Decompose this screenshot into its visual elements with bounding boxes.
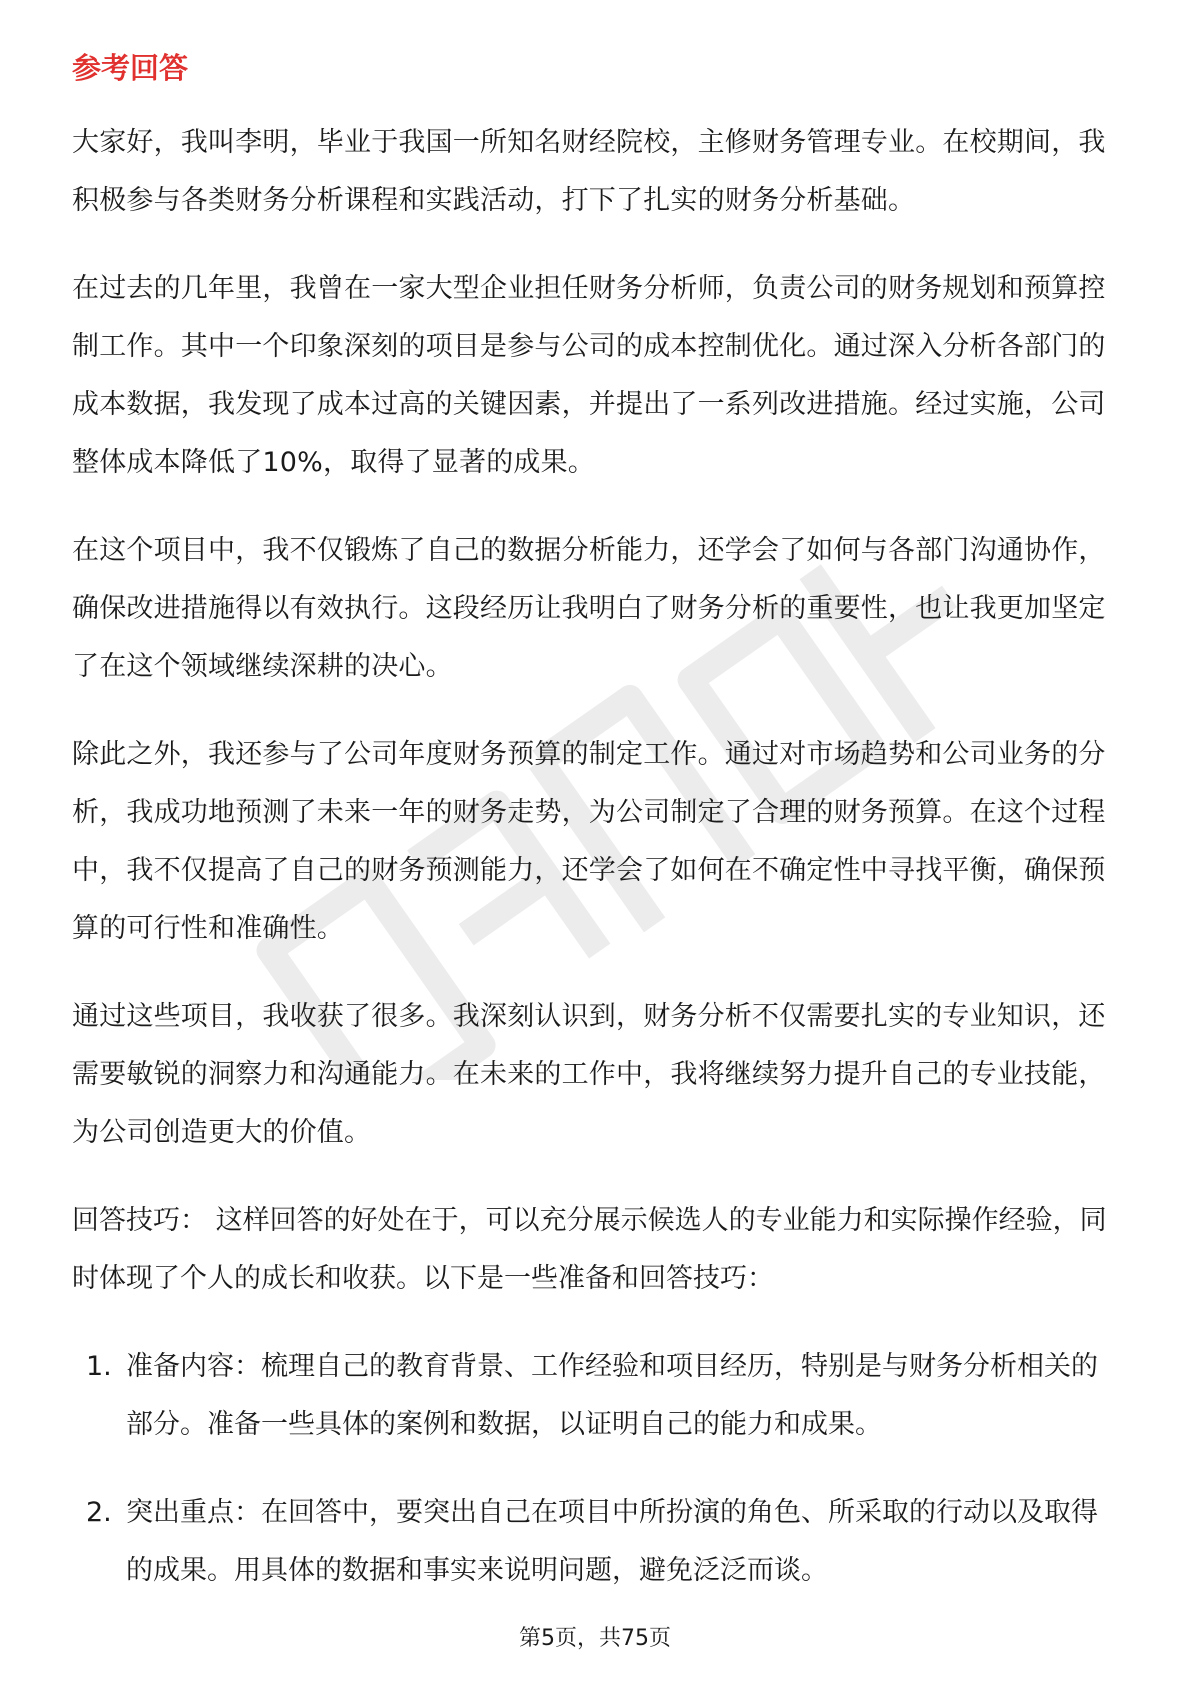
list-item-text: 准备内容：梳理自己的教育背景、工作经验和项目经历，特别是与财务分析相关的部分。准备一些具体的案例和数据，以证明自己的能力和成果。 [126, 1351, 1098, 1440]
list-item-text: 突出重点：在回答中，要突出自己在项目中所扮演的角色、所采取的行动以及取得的成果。用具体的数据和事实来说明问题，避免泛泛而谈。 [126, 1497, 1098, 1586]
tips-intro: 回答技巧： 这样回答的好处在于，可以充分展示候选人的专业能力和实际操作经验，同时体现了个人的成长和收获。以下是一些准备和回答技巧： [72, 1205, 1107, 1294]
tips-list-item [72, 1484, 1122, 1600]
paragraph: 通过这些项目，我收获了很多。我深刻认识到，财务分析不仅需要扎实的专业知识，还需要敏锐的洞察力和沟通能力。在未来的工作中，我将继续努力提升自己的专业技能，为公司创造更大的价值。 [72, 1001, 1106, 1148]
paragraph: 在过去的几年里，我曾在一家大型企业担任财务分析师，负责公司的财务规划和预算控制工作。其中一个印象深刻的项目是参与公司的成本控制优化。通过深入分析各部门的成本数据，我发现了成本过高的关键因素，并提出了一系列改进措施。经过实施，公司整体成本降低了10%，取得了显著的成果。 [72, 273, 1106, 478]
list-number: 1. [86, 1351, 112, 1382]
paragraph: 除此之外，我还参与了公司年度财务预算的制定工作。通过对市场趋势和公司业务的分析，我成功地预测了未来一年的财务走势，为公司制定了合理的财务预算。在这个过程中，我不仅提高了自己的财务预测能力，还学会了如何在不确定性中寻找平衡，确保预算的可行性和准确性。 [72, 739, 1106, 944]
list-number: 2. [86, 1497, 112, 1528]
page-content [72, 48, 1122, 1630]
paragraph: 大家好，我叫李明，毕业于我国一所知名财经院校，主修财务管理专业。在校期间，我积极参与各类财务分析课程和实践活动，打下了扎实的财务分析基础。 [72, 127, 1106, 216]
tips-list-item [72, 1338, 1122, 1454]
page-footer: 第5页，共75页 [519, 1626, 671, 1651]
section-heading: 参考回答 [72, 51, 189, 85]
tips-list [72, 1338, 1122, 1600]
paragraph: 在这个项目中，我不仅锻炼了自己的数据分析能力，还学会了如何与各部门沟通协作，确保改进措施得以有效执行。这段经历让我明白了财务分析的重要性，也让我更加坚定了在这个领域继续深耕的决心。 [72, 535, 1106, 682]
